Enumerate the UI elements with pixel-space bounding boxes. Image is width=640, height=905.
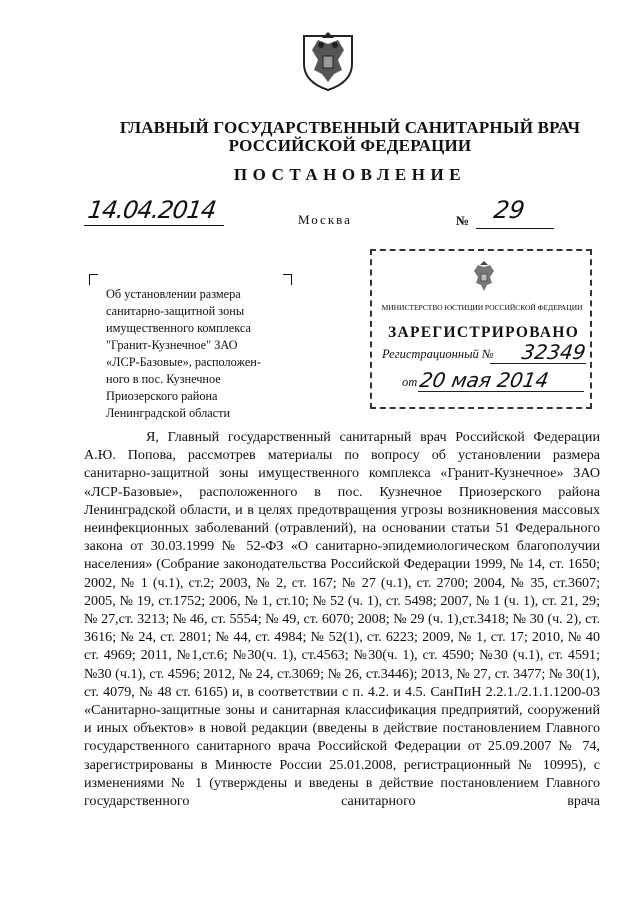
decree-body [84,428,600,810]
stamp-ministry-name: МИНИСТЕРСТВО ЮСТИЦИИ РОССИЙСКОЙ ФЕДЕРАЦИИ [381,303,583,312]
stamp-date-handwritten: 20 мая 2014 [417,368,551,392]
number-underline [476,228,554,229]
stamp-registered-label: ЗАРЕГИСТРИРОВАНО [388,324,580,341]
city-label: Москва [298,212,352,227]
body-paragraph: Я, Главный государственный санитарный врач Российской Федерации А.Ю. Попова, рассмотрев материалы по вопросу об установлении размера санитарно-защитной зоны имущественного комплекса «Гранит-Кузнечное» ЗАО «ЛСР-Базовые», расположенного в пос. Кузнечное Приозерского района Ленинградской области, и в целях предотвращения угрозы возникновения массовых неинфекционных заболеваний (отравлений), на основании статьи 51 Федерального закона от 30.03.1999 № 52-ФЗ «О санитарно-эпидемиологическом благополучии населения» (Собрание законодательства Российской Федерации 1999, № 14, ст. 1650; 2002, № 1 (ч.1), ст.2; 2003, № 2, ст. 167; № 27 (ч.1), ст. 2700; 2004, № 35, ст.3607; 2005, № 19, ст.1752; 2006, № 1, ст.10; № 52 (ч. 1), ст. 5498; 2007, № 1 (ч. 1), ст. 21, 29; № 27,ст. 3213; № 46, ст. 5554; № 49, ст. 6070; 2008; № 29 (ч. 1),ст.3418; № 30 (ч. 2), ст. 3616; № 24, ст. 2801; № 44, ст. 4984; № 52(1), ст. 6223; 2009, № 1, ст. 17; 2010, № 40 ст. 4969; 2011, №1,ст.6; №30(ч. 1), ст.4563; №30(ч. 1), ст. 4590; №30 (ч.1), ст. 4591; №30 (ч.1), ст. 4596; 2012, № 24, ст.3069; № 26, ст.3446); 2013, № 27, ст. 3477; № 30(1), ст. 4079, № 48 ст. 6165) и, в соответствии с п. 4.2. и 4.5. СанПиН 2.2.1./2.1.1.1200-03 «Санитарно-защитные зоны и санитарная классификация предприятий, сооружений и иных объектов» в новой редакции (введены в действие постановлением Главного государственного санитарного врача Российской Федерации от 25.09.2007 № 74, зарегистрированы в Минюсте России 25.01.2008, регистрационный № 10995), с изменениями № 1 (утверждены и введены в действие постановлением Главного государственного санитарного врача [84,429,600,810]
subject-line: имущественного комплекса [106,321,251,335]
stamp-date-underline [418,391,584,392]
stamp-regnum-underline [490,363,586,364]
subject-corner-right [283,274,292,285]
subject-corner-left [89,274,98,285]
subject-line: Приозерского района [106,389,218,403]
number-label: № [456,213,470,228]
subject-line: ного в пос. Кузнечное [106,372,221,386]
subject-line: "Гранит-Кузнечное" ЗАО [106,338,238,352]
handwritten-document-number: 29 [492,196,527,224]
date-underline [84,225,224,226]
stamp-regnum-handwritten: 32349 [520,340,588,364]
issuer-title-line1: ГЛАВНЫЙ ГОСУДАРСТВЕННЫЙ САНИТАРНЫЙ ВРАЧ [119,118,581,137]
issuer-title-line2: РОССИЙСКОЙ ФЕДЕРАЦИИ [228,136,472,155]
stamp-from-label: от [402,375,418,389]
document-type-heading: ПОСТАНОВЛЕНИЕ [233,165,467,184]
subject-line: Об установлении размера [106,287,241,301]
subject-block [106,286,286,422]
subject-line: Ленинградской области [106,406,231,420]
stamp-regnum-label: Регистрационный № [382,347,494,361]
subject-line: «ЛСР-Базовые», расположен- [106,355,261,369]
registration-stamp [370,249,592,409]
handwritten-date: 14.04.2014 [86,196,218,224]
russian-coat-of-arms-emblem [300,30,356,92]
stamp-emblem-icon [468,261,500,295]
subject-line: санитарно-защитной зоны [106,304,245,318]
